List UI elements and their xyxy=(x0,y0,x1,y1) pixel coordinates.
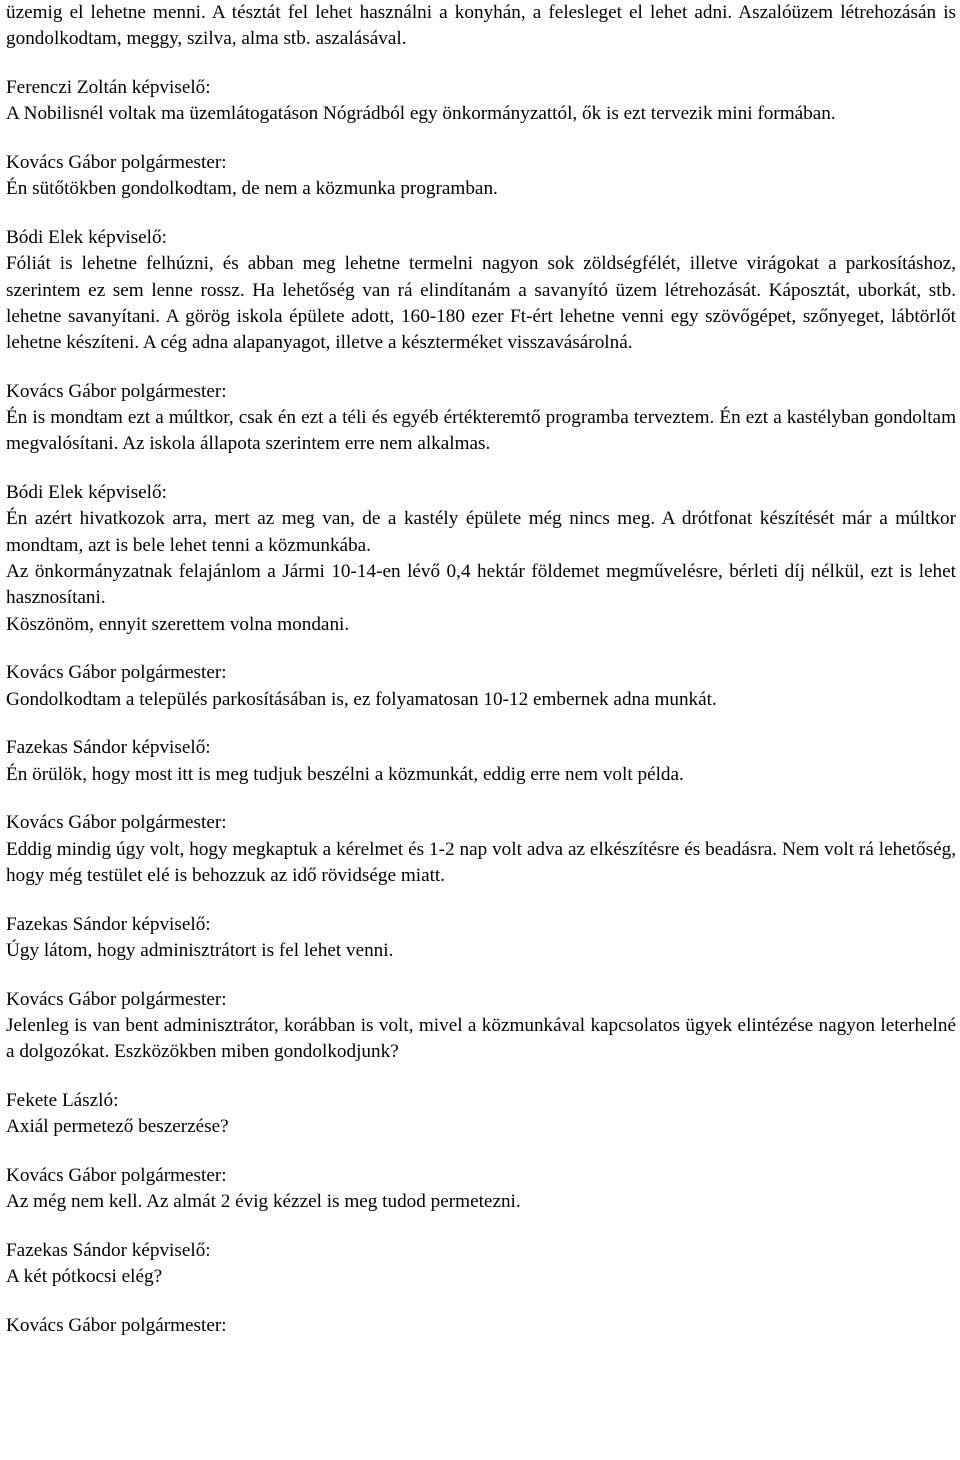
speech-block xyxy=(6,1313,956,1339)
speech-paragraph: Az még nem kell. Az almát 2 évig kézzel is meg tudod permetezni. xyxy=(6,1191,521,1213)
speech-paragraph: Úgy látom, hogy adminisztrátort is fel lehet venni. xyxy=(6,939,394,961)
speech-block xyxy=(6,0,956,53)
speech-paragraph: Jelenleg is van bent adminisztrátor, korábban is volt, mivel a közmunkával kapcsolatos ügyek elintézése nagyon leterhelné a dolgozókat. Eszközökben miben gondolkodjunk? xyxy=(6,1014,956,1063)
speech-paragraph: A két pótkocsi elég? xyxy=(6,1266,163,1288)
speech-paragraph: Gondolkodtam a település parkosításában is, ez folyamatosan 10-12 embernek adna munkát. xyxy=(6,688,717,710)
speaker-name: Fazekas Sándor képviselő: xyxy=(6,913,211,935)
speech-paragraph: üzemig el lehetne menni. A tésztát fel lehet használni a konyhán, a felesleget el lehet adni. Aszalóüzem létrehozásán is gondolkodtam, meggy, szilva, alma stb. aszalásával. xyxy=(6,2,956,50)
speaker-name: Kovács Gábor polgármester: xyxy=(6,151,227,173)
speech-paragraph: Az önkormányzatnak felajánlom a Jármi 10-14-en lévő 0,4 hektár földemet megművelésre, bérleti díj nélkül, ezt is lehet hasznosítani. xyxy=(6,561,956,609)
speech-paragraph: Axiál permetező beszerzése? xyxy=(6,1116,229,1138)
speech-block xyxy=(6,150,956,203)
minutes-document xyxy=(6,0,956,1361)
speaker-name: Ferenczi Zoltán képviselő: xyxy=(6,76,211,98)
speaker-name: Fazekas Sándor képviselő: xyxy=(6,737,211,759)
speaker-name: Kovács Gábor polgármester: xyxy=(6,380,227,402)
speech-block xyxy=(6,379,956,458)
speech-paragraph: Fóliát is lehetne felhúzni, és abban meg lehetne termelni nagyon sok zöldségfélét, illetve virágokat a parkosításhoz, szerintem ez sem lenne rossz. Ha lehetőség van rá elindítanám a savanyító üzem létrehozását. Káposztát, uborkát, stb. lehetne savanyítani. A görög iskola épülete adott, 160-180 ezer Ft-ért lehetne venni egy szövőgépet, szőnyeget, lábtörlőt lehetne készíteni. A cég adna alapanyagot, illetve a készterméket visszavásárolná. xyxy=(6,253,956,354)
speech-block xyxy=(6,810,956,889)
speech-block xyxy=(6,75,956,128)
speaker-name: Fekete László: xyxy=(6,1089,119,1111)
speaker-name: Kovács Gábor polgármester: xyxy=(6,812,227,834)
speech-paragraph: Én sütőtökben gondolkodtam, de nem a közmunka programban. xyxy=(6,178,498,200)
speaker-name: Bódi Elek képviselő: xyxy=(6,226,167,248)
speech-block xyxy=(6,1088,956,1141)
speaker-name: Kovács Gábor polgármester: xyxy=(6,988,227,1010)
speaker-name: Bódi Elek képviselő: xyxy=(6,482,167,504)
speaker-name: Kovács Gábor polgármester: xyxy=(6,1164,227,1186)
speech-block xyxy=(6,480,956,638)
speech-paragraph: Én örülök, hogy most itt is meg tudjuk beszélni a közmunkát, eddig erre nem volt példa. xyxy=(6,763,684,785)
speech-block xyxy=(6,1163,956,1216)
speech-paragraph: Én is mondtam ezt a múltkor, csak én ezt a téli és egyéb értékteremtő programba terveztem. Én ezt a kastélyban gondoltam megvalósítani. Az iskola állapota szerintem erre nem alkalmas. xyxy=(6,407,956,455)
speaker-name: Kovács Gábor polgármester: xyxy=(6,1314,227,1336)
speaker-name: Fazekas Sándor képviselő: xyxy=(6,1239,211,1261)
speech-block xyxy=(6,1238,956,1291)
speech-block xyxy=(6,912,956,965)
speech-block xyxy=(6,735,956,788)
speech-paragraph: Eddig mindig úgy volt, hogy megkaptuk a kérelmet és 1-2 nap volt adva az elkészítésre és beadásra. Nem volt rá lehetőség, hogy még testület elé is behozzuk az idő rövidsége miatt. xyxy=(6,838,956,886)
speech-paragraph: Köszönöm, ennyit szerettem volna mondani. xyxy=(6,613,350,635)
speech-block xyxy=(6,225,956,356)
speech-paragraph: Én azért hivatkozok arra, mert az meg van, de a kastély épülete még nincs meg. A drótfonat készítését már a múltkor mondtam, azt is bele lehet tenni a közmunkába. xyxy=(6,508,956,556)
speaker-name: Kovács Gábor polgármester: xyxy=(6,662,227,684)
speech-paragraph: A Nobilisnél voltak ma üzemlátogatáson Nógrádból egy önkormányzattól, ők is ezt tervezik mini formában. xyxy=(6,103,836,125)
speech-block xyxy=(6,987,956,1066)
speech-block xyxy=(6,660,956,713)
